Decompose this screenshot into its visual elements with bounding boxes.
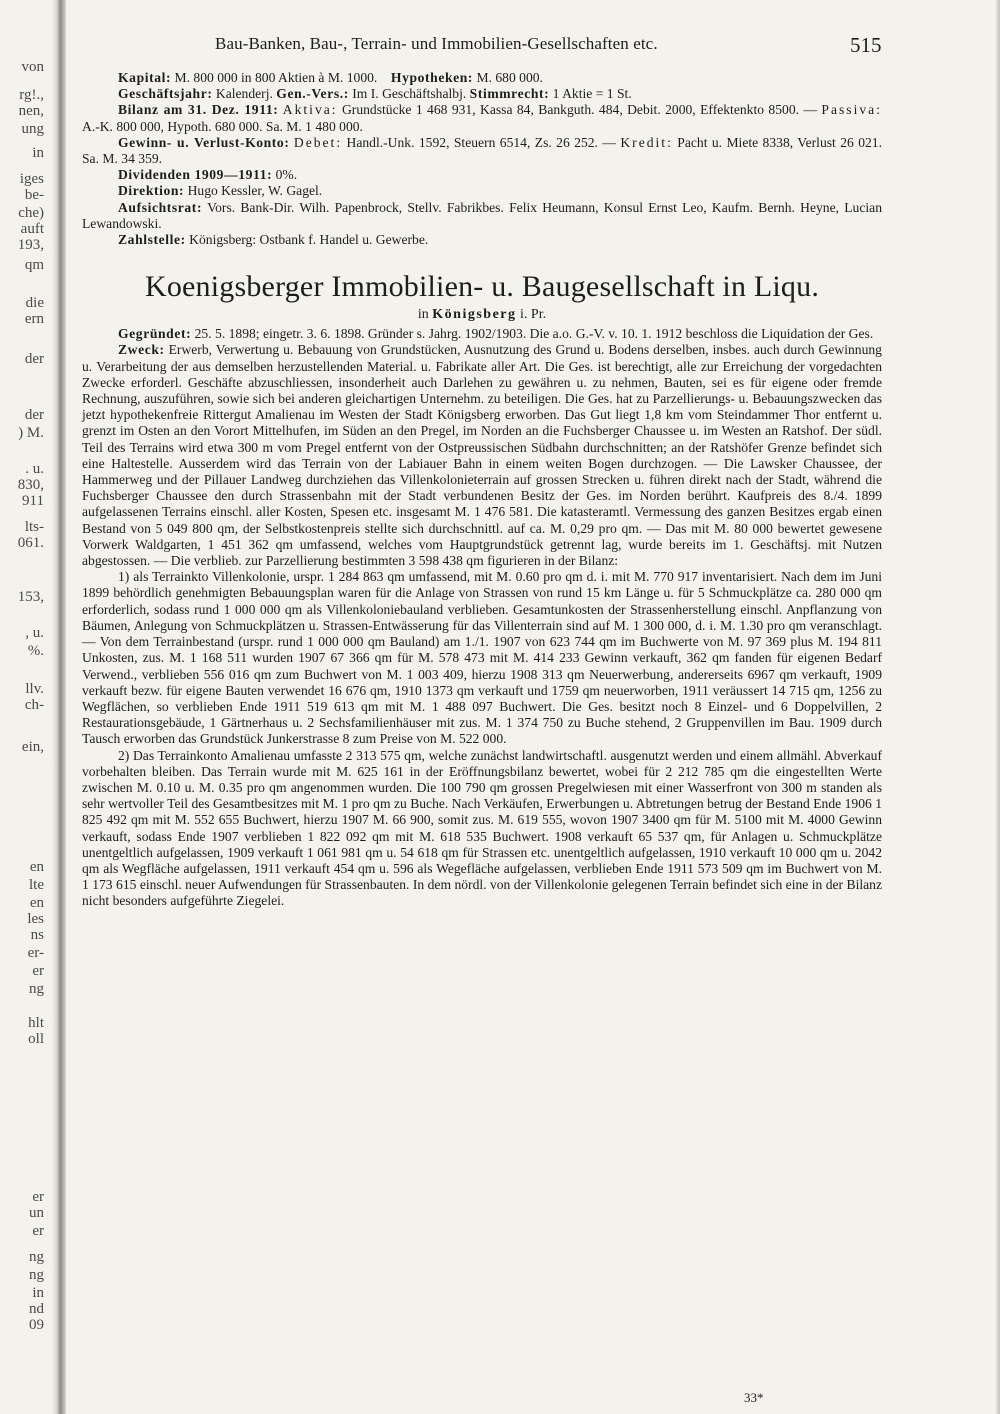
page-edge bbox=[996, 0, 1000, 1414]
gutter-fragment: 153, bbox=[17, 589, 44, 605]
gutter-fragment: ein, bbox=[21, 739, 44, 755]
gutter-fragment: ch- bbox=[24, 697, 44, 713]
gutter-fragment: rg!., bbox=[19, 87, 44, 103]
gutter-fragment: die bbox=[25, 295, 44, 311]
gutter-fragment: in bbox=[32, 145, 44, 161]
company-title: Koenigsberger Immobilien- u. Baugesellschaft in Liqu. bbox=[144, 270, 820, 304]
paying-agent-line: Zahlstelle: Königsberg: Ostbank f. Handel u. Gewerbe. bbox=[118, 232, 429, 248]
label-kredit: Kredit: bbox=[620, 134, 673, 150]
label-guv: Gewinn- u. Verlust-Konto: bbox=[118, 134, 290, 150]
gutter-fragment: che) bbox=[18, 205, 44, 221]
gutter-fragment: ng bbox=[29, 1249, 44, 1265]
label-aufsichtsrat: Aufsichtsrat: bbox=[118, 199, 203, 215]
profit-loss-paragraph: Gewinn- u. Verlust-Konto: Debet: Handl.-Unk. 1592, Steuern 6514, Zs. 26 252. — Kredit: Pacht u. Miete 8338, Verlust 26 021. Sa. M. 34 359. bbox=[82, 134, 882, 167]
label-direktion: Direktion: bbox=[118, 183, 185, 199]
supervisory-board-paragraph: Aufsichtsrat: Vors. Bank-Dir. Wilh. Papenbrock, Stellv. Fabrikbes. Felix Heumann, Konsul Ernst Leo, Kaufm. Bernh. Heyne, Lucian Lewandowski. bbox=[82, 199, 882, 231]
purpose-paragraph: Zweck: Erwerb, Verwertung u. Bebauung von Grundstücken, Ausnutzung des Grund u. Bodens derselben, insbes. auch durch Gewinnung u. Verarbeitung der aus demselben herzustellenden Material. u. Fabrikate aller Art. Die Ges. ist berechtigt, alle zur Erreichung der vorgedachten Zwecke erforderl. Geschäfte abzuschliessen, insonderheit auch Darlehen zu gewähren u. zu nehmen, Bauten, sei es für eigene oder fremde Rechnung, auszuführen, sowie sich bei anderen gleichartigen Unternehm. zu beteiligen. Die Ges. hat zu Parzellierungs- u. Bebauungszwecken das jetzt hypothekenfreie Rittergut Amalienau im Westen der Stadt Königsberg erworben. Das Gut liegt 1,8 km vom Steindammer Thor entfernt u. grenzt im Osten an den Vorort Mittelhufen, im Süden an den Pregel, im Norden an die Fuchsberger Chaussee u. im Westen an Ratshof. Der südl. Teil des Terrains wird etwa 300 m vom Pregel entfernt von der Ostpreussischen Südbahn durchschnitten; an der Ratshöfer Grenze befindet sich eine Haltestelle. Ausserdem wird das Terrain von der Labiauer Bahn in einem weiten Bogen durchzogen. — Die Lawsker Chaussee, der Hammerweg und der Pillauer Landweg durchziehen das Villenkolonieterrain auf grossen Strecken u. führen direkt nach der Stadt, während die Fuchsberger Chaussee den durch Strassenbahn mit der Stadt verbundenen Besitz der Ges. im Norden berührt. Kaufpreis des 8./4. 1899 aufgelassenen Terrains einschl. aller Kosten, Spesen etc. insgesamt M. 1 476 581. Die katasteramtl. Vermessung des ganzen Besitzes ergab einen Bestand von 5 049 800 qm, der Selbstkostenpreis stellte sich durchschnittl. auf ca. M. 0,29 pro qm. — Das mit M. 80 000 bewertet gewesene Vorwerk Waldgarten, 1 451 362 qm umfassend, welches vom Hauptgrundstück getrennt lag, wurde bereits im 1. Geschäftsj. mit Nutzen abgestossen. — Die verblieb. zur Parzellierung bestimmten 3 598 438 qm figurieren in der Bilanz: bbox=[82, 342, 882, 569]
label-gegruendet: Gegründet: bbox=[118, 326, 192, 342]
gutter-fragment: be- bbox=[24, 187, 44, 203]
fiscal-year-line: Geschäftsjahr: Kalenderj. Gen.-Vers.: Im I. Geschäftshalbj. Stimmrecht: 1 Aktie = 1 St. bbox=[118, 86, 632, 102]
gutter-fragment: er bbox=[32, 1223, 44, 1239]
gutter-fragment: nen, bbox=[18, 103, 44, 119]
previous-page-gutter bbox=[0, 60, 48, 1380]
label-kapital: Kapital: bbox=[118, 70, 172, 85]
running-head: Bau-Banken, Bau-, Terrain- und Immobilien-Gesellschaften etc. bbox=[215, 34, 658, 53]
balance-sheet-paragraph: Bilanz am 31. Dez. 1911: Aktiva: Grundstücke 1 468 931, Kassa 84, Bankguth. 484, Debit. 2000, Effektenkto 8500. — Passiva: A.-K. 800 000, Hypoth. 680 000. Sa. M. 1 480 000. bbox=[82, 102, 882, 134]
capital-line: Kapital: M. 800 000 in 800 Aktien à M. 1000. Hypotheken: M. 680 000. bbox=[118, 70, 543, 85]
gutter-fragment: lte bbox=[29, 877, 44, 893]
company-location: in Königsberg i. Pr. bbox=[417, 307, 547, 323]
gutter-fragment: ns bbox=[30, 927, 44, 943]
page-number: 515 bbox=[850, 33, 882, 57]
founded-paragraph: Gegründet: 25. 5. 1898; eingetr. 3. 6. 1898. Gründer s. Jahrg. 1902/1903. Die a.o. G.-V. v. 10. 1. 1912 beschloss die Liquidation der Ges. bbox=[118, 326, 874, 342]
gutter-fragment: 061. bbox=[17, 535, 44, 551]
gutter-fragment: hlt bbox=[28, 1015, 44, 1031]
direction-line: Direktion: Hugo Kessler, W. Gagel. bbox=[118, 183, 323, 199]
gutter-fragment: un bbox=[29, 1205, 44, 1221]
gutter-fragment: les bbox=[27, 911, 44, 927]
label-genvers: Gen.-Vers.: bbox=[276, 86, 349, 102]
gutter-fragment: ung bbox=[21, 121, 44, 137]
location-city: Königsberg bbox=[432, 307, 517, 323]
label-bilanz: Bilanz am 31. Dez. 1911: bbox=[118, 102, 279, 118]
gutter-fragment: lts- bbox=[24, 519, 44, 535]
gutter-fragment: en bbox=[29, 895, 44, 911]
label-aktiva: Aktiva: bbox=[282, 102, 338, 118]
label-debet: Debet: bbox=[293, 134, 343, 150]
gutter-fragment: auft bbox=[20, 221, 44, 237]
gutter-fragment: er bbox=[32, 1189, 44, 1205]
list-item: 1) als Terrainkto Villenkolonie, urspr. 1 284 863 qm umfassend, mit M. 0.60 pro qm d. i. mit M. 770 917 inventarisiert. Nach dem im Juni 1899 behördlich genehmigten Bebauungsplan waren für die Anlage von Strassen von rund 15 km Länge u. für 5 Schmuckplätze ca. 280 000 qm erforderlich, sodass rund 1 000 000 qm als Villenkoloniebauland verblieben. Gesamtunkosten der Strassenherstellung einschl. Anpflanzung von Bäumen, Anlegung von Schmuckplätzen u. Strassen-Entwässerung für das Villenterrain sind auf M. 1 300 000, d. i. M. 1.30 pro qm veranschlagt. — Von dem Terrainbestand (urspr. rund 1 000 000 qm Bauland) am 1./1. 1907 von 623 744 qm im Buchwerte von M. 97 369 plus M. 194 811 Unkosten, zus. M. 1 168 511 wurden 1907 67 366 qm für M. 578 473 mit M. 414 233 Gewinn verkauft, 362 qm fanden für eigenen Bedarf Verwend., verblieben 556 016 qm zum Buchwert von M. 1 003 409, hierzu 1908 313 qm Neuerwerbung, andererseits 6967 qm verkauft, 1909 verkauft bezw. für eigene Bauten verwendet 16 676 qm, 1910 1373 qm verkauft und 1759 qm neuerworben, 1911 veräussert 14 715 qm, 1256 zu Wegflächen, so verblieben Ende 1911 519 613 qm mit M. 1 488 097 Buchwert. Die Ges. besitzt noch 8 Einzel- und 6 Doppelvillen, 2 Restaurationsgebäude, 1 Gärtnerhaus u. 2 Sechsfamilienhäuser mit zus. M. 1 374 750 zu Buche stehend, 2 Gruppenvillen im Bau. 1909 durch Tausch erworben das Grundstück Junkerstrasse 8 zum Preise von M. 522 000. bbox=[82, 569, 882, 747]
gutter-fragment: ern bbox=[24, 311, 44, 327]
gutter-fragment: qm bbox=[24, 257, 44, 273]
gutter-fragment: . u. bbox=[25, 461, 44, 477]
list-item: 2) Das Terrainkonto Amalienau umfasste 2 313 575 qm, welche zunächst landwirtschaftl. ausgenutzt werden und einem allmähl. Abverkauf vorbehalten bleiben. Das Terrain wurde mit M. 625 161 in der Eröffnungsbilanz bewertet, wobei für 2 212 785 qm die eingestellten Werte zwischen M. 0.10 u. M. 0.35 pro qm angenommen wurden. Die 100 790 qm grossen Pregelwiesen mit einer Wasserfront von 300 m standen als sehr wertvoller Teil des Gesamtbesitzes mit M. 1 pro qm zu Buche. Nach Verkäufen, Erwerbungen u. Abtretungen betrug der Bestand Ende 1906 1 825 492 qm mit M. 552 655 Buchwert, hierzu 1907 M. 66 900, somit zus. M. 619 555, wovon 1907 3400 qm für M. 5100 mit M. 4000 Gewinn verkauft, sodass Ende 1907 verblieben 1 822 092 qm mit M. 618 535 Buchwert. 1908 verkauft 65 537 qm, für Anlagen u. Schmuckplätze unentgeltlich aufgelassen, 1909 verkauft 1 061 981 qm u. 54 618 qm für Strassen etc. unentgeltlich aufgelassen, 1910 verkauft 10 000 qm u. 2042 qm als Wegfläche aufgelassen, 1911 verkauft 454 qm u. 596 als Wegefläche aufgelassen, verblieben Ende 1911 573 509 qm im Buchwert von M. 1 173 615 einschl. neuer Aufwendungen für Strassenbauten. In dem nördl. von der Villenkolonie gelegenen Terrain befindet sich eine in der Bilanz nicht besonders aufgeführte Ziegelei. bbox=[82, 747, 882, 909]
gutter-fragment: ) M. bbox=[18, 425, 44, 441]
gutter-fragment: iges bbox=[19, 171, 44, 187]
label-zahlstelle: Zahlstelle: bbox=[118, 232, 186, 248]
label-geschaeftsjahr: Geschäftsjahr: bbox=[118, 86, 213, 102]
label-passiva: Passiva: bbox=[821, 102, 882, 118]
label-dividenden: Dividenden 1909—1911: bbox=[118, 167, 273, 183]
page-binding-shadow bbox=[52, 0, 66, 1414]
gutter-fragment: %. bbox=[27, 643, 44, 659]
gutter-fragment: ng bbox=[29, 1267, 44, 1283]
signature-mark: 33* bbox=[744, 1390, 764, 1405]
gutter-fragment: 911 bbox=[22, 493, 44, 509]
gutter-fragment: er bbox=[32, 963, 44, 979]
gutter-fragment: nd bbox=[29, 1301, 44, 1317]
gutter-fragment: llv. bbox=[25, 681, 44, 697]
gutter-fragment: in bbox=[32, 1285, 44, 1301]
gutter-fragment: der bbox=[24, 407, 44, 423]
label-stimmrecht: Stimmrecht: bbox=[469, 86, 550, 102]
gutter-fragment: er- bbox=[27, 945, 44, 961]
gutter-fragment: 193, bbox=[17, 237, 44, 253]
gutter-fragment: der bbox=[24, 351, 44, 367]
gutter-fragment: von bbox=[21, 60, 44, 75]
page-content bbox=[82, 70, 882, 910]
dividends-line: Dividenden 1909—1911: 0%. bbox=[118, 167, 298, 183]
gutter-fragment: oll bbox=[28, 1031, 44, 1047]
gutter-fragment: 09 bbox=[29, 1317, 44, 1333]
label-zweck: Zweck: bbox=[118, 342, 165, 358]
gutter-fragment: , u. bbox=[25, 625, 44, 641]
previous-entry bbox=[82, 70, 882, 248]
gutter-fragment: 830, bbox=[17, 477, 44, 493]
gutter-fragment: ng bbox=[29, 981, 44, 997]
gutter-fragment: en bbox=[29, 859, 44, 875]
label-hypotheken: Hypotheken: bbox=[390, 70, 474, 85]
